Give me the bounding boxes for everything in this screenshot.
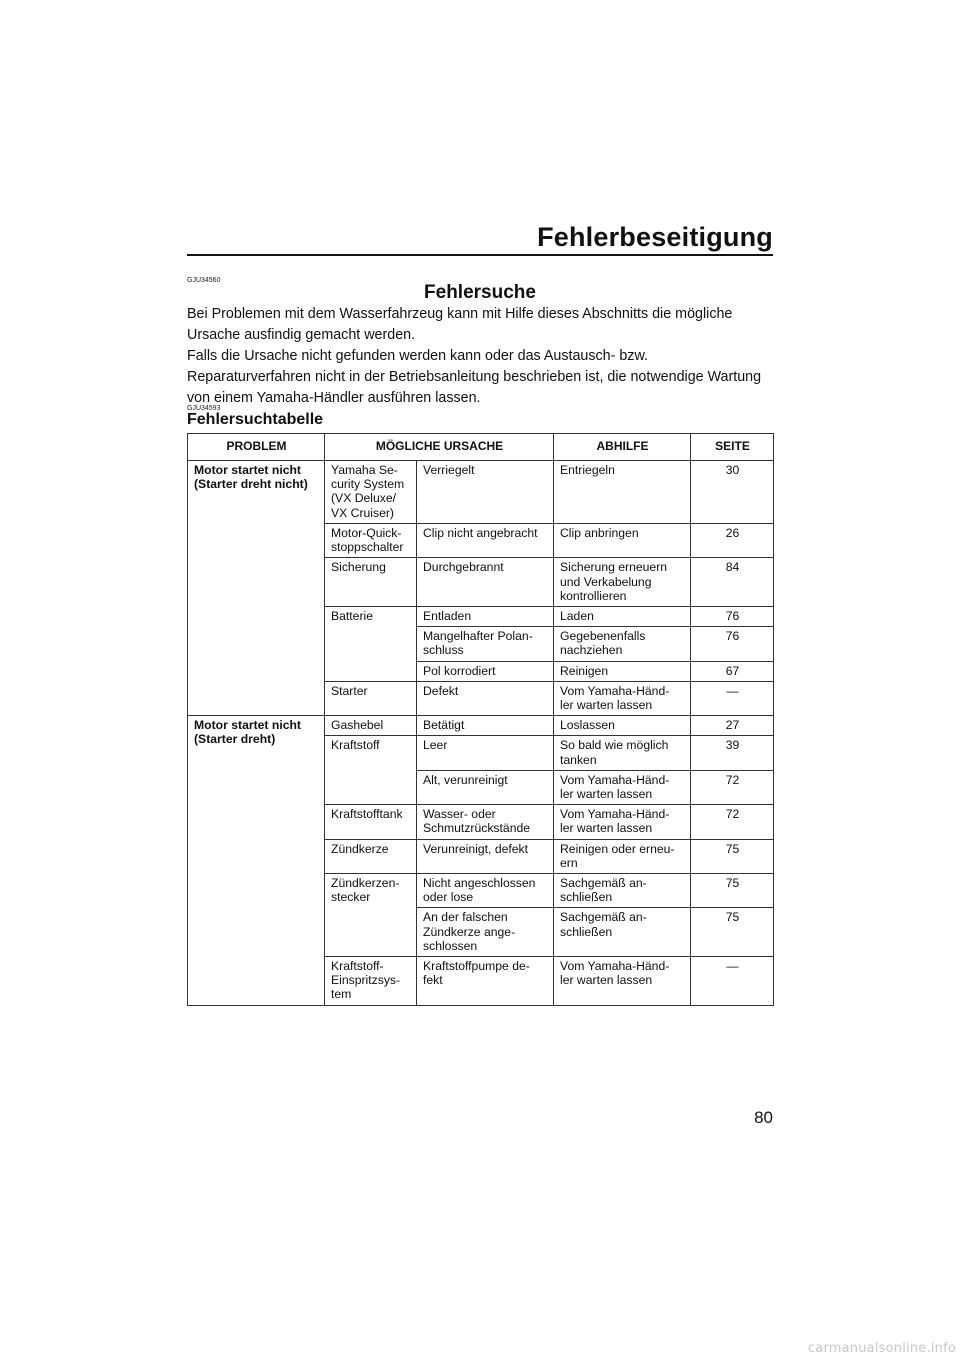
cause-cell: An der falschen Zündkerze ange- schlossen <box>417 908 554 957</box>
intro-paragraph-1: Bei Problemen mit dem Wasserfahrzeug kann mit Hilfe dieses Abschnitts die mögliche Ursache ausfindig gemacht werden. <box>187 306 733 343</box>
remedy-cell: Reinigen <box>554 661 691 681</box>
cause-cell: Pol korrodiert <box>417 661 554 681</box>
component-cell: Sicherung <box>325 558 417 607</box>
component-cell: Zündkerze <box>325 839 417 873</box>
subsection-title: Fehlersuchtabelle <box>187 411 324 428</box>
subsection-code: GJU34593 <box>187 405 221 412</box>
page-cell: 72 <box>691 770 774 804</box>
remedy-cell: Sachgemäß an- schließen <box>554 874 691 908</box>
page-cell: 76 <box>691 607 774 627</box>
remedy-cell: So bald wie möglich tanken <box>554 736 691 770</box>
table-row <box>188 461 774 524</box>
cause-cell: Entladen <box>417 607 554 627</box>
page-cell: 27 <box>691 716 774 736</box>
page-cell: 75 <box>691 874 774 908</box>
table-header-row <box>188 434 774 461</box>
page-cell: 72 <box>691 805 774 839</box>
cause-cell: Verunreinigt, defekt <box>417 839 554 873</box>
page-cell: 75 <box>691 908 774 957</box>
remedy-cell: Laden <box>554 607 691 627</box>
page-cell: 30 <box>691 461 774 524</box>
header-remedy: ABHILFE <box>554 434 691 461</box>
problem-cell: Motor startet nicht (Starter dreht nicht) <box>188 461 325 716</box>
page-cell: 75 <box>691 839 774 873</box>
page-header-title: Fehlerbeseitigung <box>537 222 773 252</box>
remedy-cell: Sachgemäß an- schließen <box>554 908 691 957</box>
intro-paragraph-2: Falls die Ursache nicht gefunden werden kann oder das Austausch- bzw. Reparaturverfahren nicht in der Betriebsanleitung beschrieben ist, die notwendige Wartung von einem Yamaha-Händler ausführen lassen. <box>187 348 762 406</box>
cause-cell: Defekt <box>417 681 554 715</box>
page-cell: 26 <box>691 524 774 558</box>
cause-cell: Kraftstoffpumpe de- fekt <box>417 957 554 1006</box>
page-cell: 39 <box>691 736 774 770</box>
component-cell: Batterie <box>325 607 417 682</box>
remedy-cell: Sicherung erneuern und Verkabelung kontrollieren <box>554 558 691 607</box>
cause-cell: Leer <box>417 736 554 770</box>
remedy-cell: Vom Yamaha-Händ- ler warten lassen <box>554 805 691 839</box>
component-cell: Kraftstoff <box>325 736 417 805</box>
cause-cell: Verriegelt <box>417 461 554 524</box>
section-code: GJU34560 <box>187 277 221 284</box>
troubleshooting-table <box>187 433 774 1006</box>
remedy-cell: Entriegeln <box>554 461 691 524</box>
component-cell: Gashebel <box>325 716 417 736</box>
component-cell: Kraftstofftank <box>325 805 417 839</box>
section-title: Fehlersuche <box>424 282 536 303</box>
problem-cell: Motor startet nicht (Starter dreht) <box>188 716 325 1006</box>
page-cell: — <box>691 957 774 1006</box>
cause-cell: Betätigt <box>417 716 554 736</box>
page-cell: 67 <box>691 661 774 681</box>
page-number: 80 <box>754 1108 773 1127</box>
component-cell: Motor-Quick- stoppschalter <box>325 524 417 558</box>
page-cell: 84 <box>691 558 774 607</box>
header-cause: MÖGLICHE URSACHE <box>325 434 554 461</box>
cause-cell: Clip nicht angebracht <box>417 524 554 558</box>
component-cell: Starter <box>325 681 417 715</box>
page-cell: — <box>691 681 774 715</box>
remedy-cell: Clip anbringen <box>554 524 691 558</box>
header-problem: PROBLEM <box>188 434 325 461</box>
cause-cell: Alt, verunreinigt <box>417 770 554 804</box>
remedy-cell: Reinigen oder erneu- ern <box>554 839 691 873</box>
cause-cell: Nicht angeschlossen oder lose <box>417 874 554 908</box>
watermark: carmanualsonline.info <box>807 1341 956 1356</box>
remedy-cell: Loslassen <box>554 716 691 736</box>
remedy-cell: Vom Yamaha-Händ- ler warten lassen <box>554 681 691 715</box>
remedy-cell: Gegebenenfalls nachziehen <box>554 627 691 661</box>
cause-cell: Mangelhafter Polan- schluss <box>417 627 554 661</box>
cause-cell: Durchgebrannt <box>417 558 554 607</box>
page-cell: 76 <box>691 627 774 661</box>
component-cell: Yamaha Se- curity System (VX Deluxe/ VX Cruiser) <box>325 461 417 524</box>
component-cell: Zündkerzen- stecker <box>325 874 417 957</box>
table-row <box>188 716 774 736</box>
component-cell: Kraftstoff- Einspritzsys- tem <box>325 957 417 1006</box>
cause-cell: Wasser- oder Schmutzrückstände <box>417 805 554 839</box>
header-page: SEITE <box>691 434 774 461</box>
remedy-cell: Vom Yamaha-Händ- ler warten lassen <box>554 957 691 1006</box>
header-rule <box>187 254 773 256</box>
remedy-cell: Vom Yamaha-Händ- ler warten lassen <box>554 770 691 804</box>
intro-text <box>187 304 773 409</box>
